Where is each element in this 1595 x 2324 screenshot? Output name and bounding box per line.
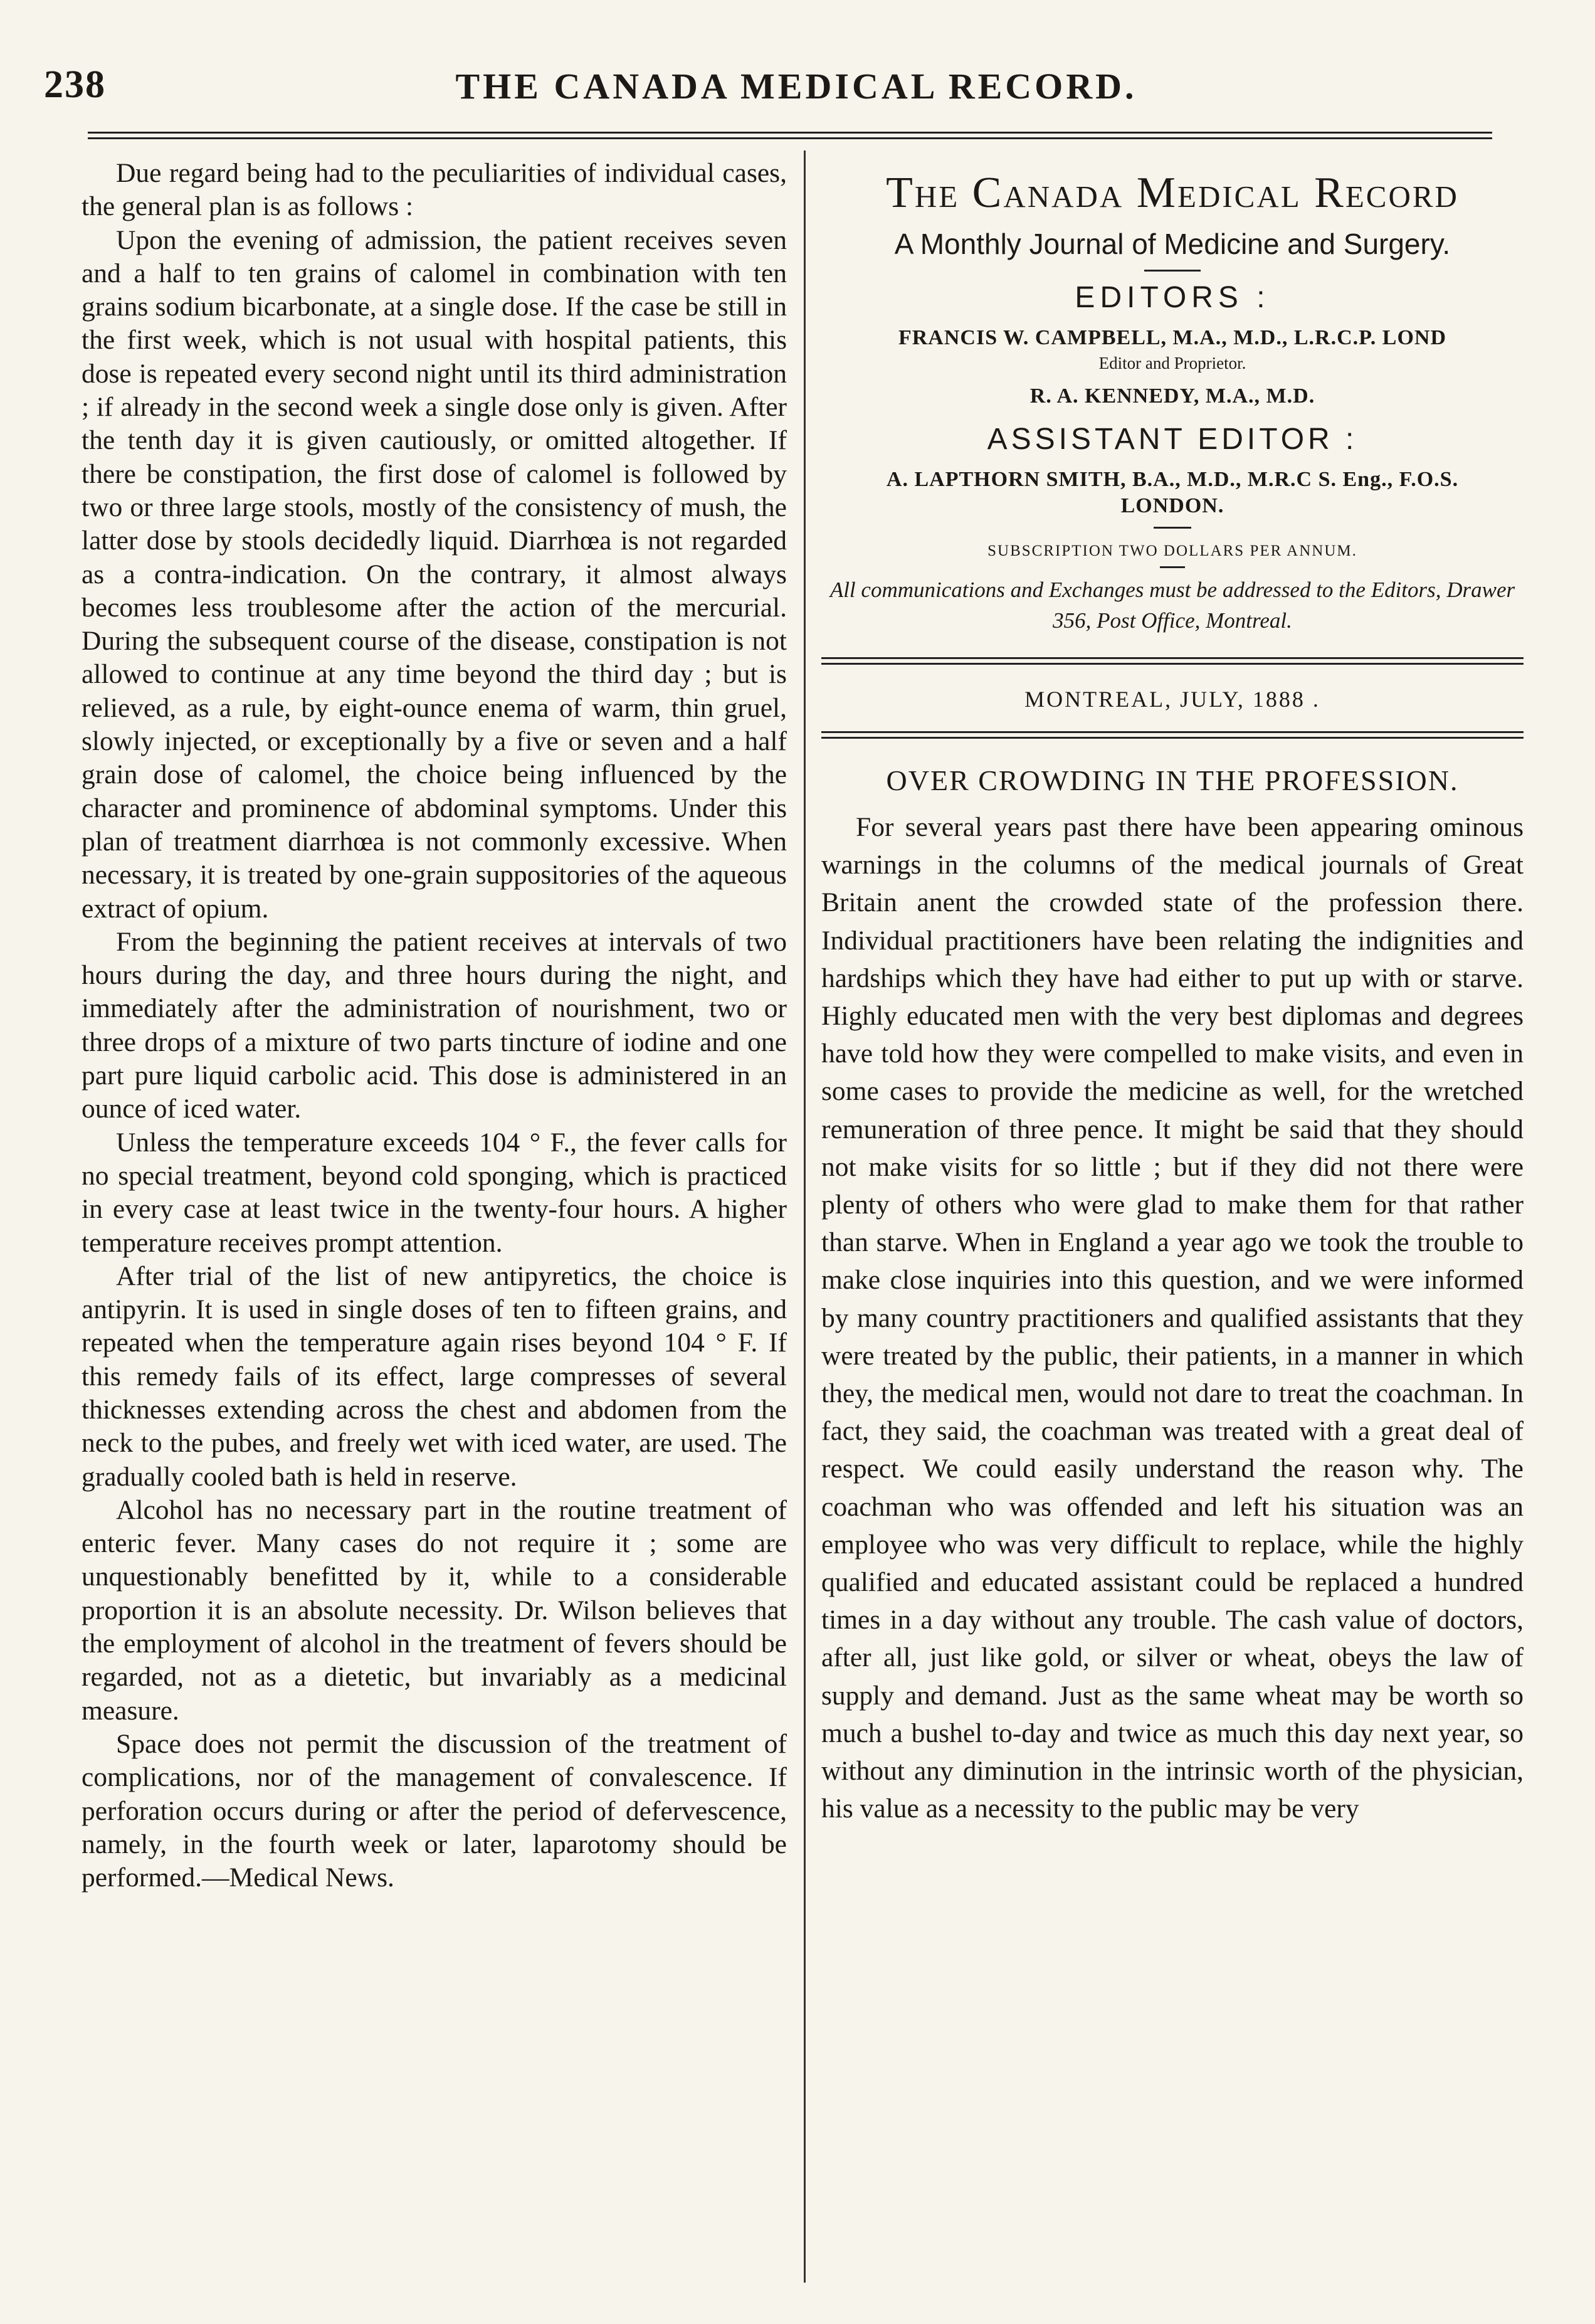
editor-name: FRANCIS W. CAMPBELL, M.A., M.D., L.R.C.P. LOND	[898, 326, 1447, 349]
body-paragraph: Upon the evening of admission, the patient receives seven and a half to ten grains of calomel in combination with ten grains sodium bicarbonate, at a single dose. If the case be still in the first week, which is not usual with hospital patients, this dose is repeated every second night until its third administration ; if already in the second week a single dose only is given. After the tenth day it is given cautiously, or omitted altogether. If there be constipation, the first dose of calomel is followed by two or three large stools, mostly of the consistency of mush, the latter dose by stools decidedly liquid. Diarrhœa is not regarded as a contra-indication. On the contrary, it almost always becomes less troublesome after the action of the mercurial. During the subsequent course of the disease, constipation is not allowed to continue at any time beyond the third day ; but is relieved, as a rule, by eight-ounce enema of warm, thin gruel, slowly injected, or exceptionally by a five or seven and a half grain dose of calomel, the choice being influenced by the character and prominence of abdominal symptoms. Under this plan of treatment diarrhœa is not commonly excessive. When necessary, it is treated by one-grain suppositories of the aqueous extract of opium.	[82, 224, 787, 924]
body-paragraph: Alcohol has no necessary part in the routine treatment of enteric fever. Many cases do not require it ; some are unquestionably benefitted by it, while to a considerable proportion it is an absolute necessity. Dr. Wilson believes that the employment of alcohol in the treatment of fevers should be regarded, not as a dietetic, but invariably as a medicinal measure.	[82, 1494, 787, 1726]
body-paragraph: Space does not permit the discussion of the treatment of complications, nor of the management of convalescence. If perforation occurs during or after the period of defervescence, namely, in the fourth week or later, laparotomy should be performed.—Medical News.	[82, 1728, 787, 1893]
short-rule	[1144, 270, 1201, 272]
left-column	[82, 157, 787, 1894]
running-title: THE CANADA MEDICAL RECORD.	[455, 66, 1137, 107]
body-paragraph: Unless the temperature exceeds 104 ° F., the fever calls for no special treatment, beyond cold sponging, which is practiced in every case at least twice in the twenty-four hours. A higher temperature receives prompt attention.	[82, 1127, 787, 1258]
dateline: MONTREAL, JULY, 1888 .	[1024, 687, 1320, 712]
body-paragraph: Due regard being had to the peculiarities of individual cases, the general plan is as follows :	[82, 158, 787, 222]
editor-name: R. A. KENNEDY, M.A., M.D.	[1029, 384, 1315, 408]
masthead-title: The Canada Medical Record	[886, 169, 1459, 217]
column-divider	[804, 151, 806, 2283]
body-paragraph: After trial of the list of new antipyretics, the choice is antipyrin. It is used in single doses of ten to fifteen grains, and repeated when the temperature again rises beyond 104 ° F. If this remedy fails of its effect, large compresses of several thicknesses extending across the chest and abdomen from the neck to the pubes, and freely wet with iced water, are used. The gradually cooled bath is held in reserve.	[82, 1260, 787, 1492]
body-paragraph: From the beginning the patient receives at intervals of two hours during the day, and three hours during the night, and immediately after the administration of nourishment, two or three drops of a mixture of two parts tincture of iodine and one part pure liquid carbolic acid. This dose is administered in an ounce of iced water.	[82, 926, 787, 1124]
short-rule	[1154, 527, 1191, 529]
page-header	[38, 63, 1555, 119]
page-number: 238	[44, 63, 106, 106]
assistant-editor-heading: ASSISTANT EDITOR :	[987, 423, 1358, 456]
article-title: OVER CROWDING IN THE PROFESSION.	[886, 764, 1459, 796]
article-paragraph: For several years past there have been appearing ominous warnings in the columns of the medical journals of Great Britain anent the crowded state of the profession there. Individual practitioners have been relating the indignities and hardships which they have had either to put up with or starve. Highly educated men with the very best diplomas and degrees have told how they were compelled to make visits, and even in some cases to provide the medicine as well, for the wretched remuneration of three pence. It might be said that they should not make visits for so little ; but if they did not there were plenty of others who were glad to make them for that rather than starve. When in England a year ago we took the trouble to make close inquiries into this question, and we were informed by many country practitioners and qualified assistants that they were treated by the public, their patients, in a manner in which they, the medical men, would not dare to treat the coachman. In fact, they said, the coachman was treated with a great deal of respect. We could easily understand the reason why. The coachman who was offended and left his situation was an employee who was very difficult to replace, while the highly qualified and educated assistant could be replaced a hundred times in a day without any trouble. The cash value of doctors, after all, just like gold, or silver or wheat, obeys the law of supply and demand. Just as the same wheat may be worth so much a bushel to-day and twice as much this day next year, so without any diminution in the intrinsic worth of the physician, his value as a necessity to the public may be very	[821, 812, 1524, 1824]
subscription-notice: SUBSCRIPTION TWO DOLLARS PER ANNUM.	[987, 542, 1357, 559]
masthead-rule	[821, 657, 1524, 665]
editors-heading: EDITORS :	[1075, 281, 1270, 314]
right-column	[821, 157, 1524, 1827]
address-note: All communications and Exchanges must be addressed to the Editors, Drawer 356, Post Office, Montreal.	[829, 578, 1515, 633]
assistant-editor-name: A. LAPTHORN SMITH, B.A., M.D., M.R.C S. Eng., F.O.S.	[886, 468, 1459, 491]
dateline-rule	[821, 731, 1524, 739]
masthead-subtitle: A Monthly Journal of Medicine and Surgery.	[894, 228, 1451, 260]
header-rule	[88, 132, 1492, 139]
editor-role: Editor and Proprietor.	[1098, 354, 1246, 372]
article-body	[821, 808, 1524, 1827]
short-rule	[1160, 566, 1185, 568]
assistant-editor-location: LONDON.	[1120, 494, 1224, 517]
